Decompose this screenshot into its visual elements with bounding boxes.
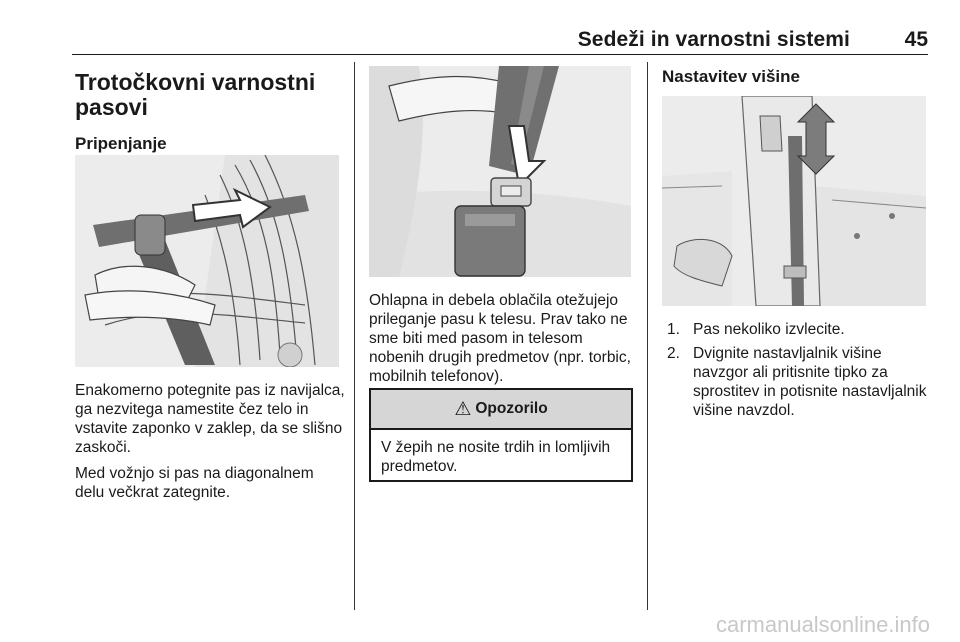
column-divider-1 — [354, 62, 355, 610]
right-steps-block — [667, 320, 929, 425]
left-text-block — [75, 381, 345, 502]
step-number: 2. — [667, 345, 680, 362]
height-adjust-steps — [667, 320, 929, 420]
warning-header — [371, 390, 631, 430]
left-paragraph-1: Enakomerno potegnite pas iz navijalca, ga nezvitega namestite čez telo in vstavite zaponko v zaklep, da se slišno zaskoči. — [75, 382, 345, 456]
warning-box — [369, 388, 633, 482]
step-text: Dvignite nastavljalnik višine navzgor ali pritisnite tipko za sprostitev in potisnite nastavljalnik višine navzdol. — [693, 345, 927, 419]
step-number: 1. — [667, 321, 680, 338]
middle-paragraph: Ohlapna in debela oblačila otežujejo prileganje pasu k telesu. Prav tako ne sme biti med pasom in telesom nobenih drugih predmetov (npr. torbic, mobilnih telefonov). — [369, 292, 631, 385]
page-number: 45 — [904, 28, 928, 51]
page-header-title: Sedeži in varnostni sistemi — [577, 28, 850, 51]
left-paragraph-2: Med vožnjo si pas na diagonalnem delu večkrat zategnite. — [75, 465, 314, 501]
step-item-2 — [667, 344, 929, 420]
figure-belt-buckle — [369, 66, 631, 277]
step-text: Pas nekoliko izvlecite. — [693, 321, 845, 338]
header-rule — [72, 54, 928, 55]
column-divider-2 — [647, 62, 648, 610]
warning-icon: ⚠ — [454, 398, 472, 420]
section-title-line1: Trotočkovni varnostni — [75, 69, 316, 95]
right-heading-block — [662, 67, 926, 87]
middle-text-block — [369, 291, 635, 386]
warning-title: Opozorilo — [475, 400, 548, 417]
left-column — [75, 70, 345, 154]
subheading-height-adjustment: Nastavitev višine — [662, 67, 800, 86]
section-title-line2: pasovi — [75, 94, 148, 120]
step-item-1 — [667, 320, 929, 339]
watermark-text: carmanualsonline.info — [715, 612, 930, 637]
section-title — [75, 70, 345, 120]
subheading-fastening: Pripenjanje — [75, 134, 167, 153]
warning-text: V žepih ne nosite trdih in lomljivih predmetov. — [381, 439, 611, 475]
figure-buckling-belt — [75, 155, 339, 367]
figure-height-adjuster — [662, 96, 926, 306]
